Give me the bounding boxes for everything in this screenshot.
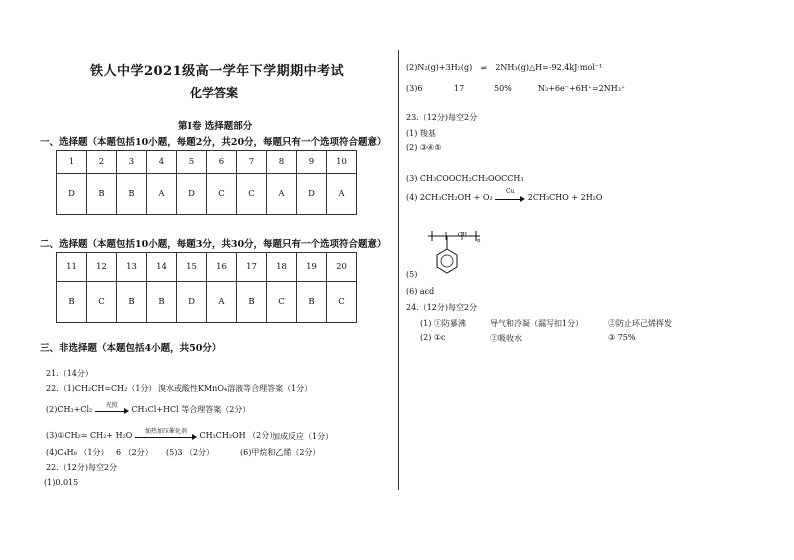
q-answer: D <box>177 282 207 323</box>
q-number: 13 <box>117 253 147 282</box>
q22-part3-equation <box>46 430 277 441</box>
q-answer: B <box>147 282 177 323</box>
q24-part2-b: ②吸收水 <box>490 334 522 343</box>
q-answer: A <box>327 174 357 215</box>
q-number: 5 <box>177 151 207 174</box>
q-number: 15 <box>177 253 207 282</box>
q-answer: A <box>267 174 297 215</box>
polymer-n-label: n <box>477 238 481 244</box>
q22-part4-count: 6 （2分） <box>116 448 153 457</box>
q22-part6-answer: (6)甲烷和乙烯（2分） <box>240 448 321 457</box>
equilibrium-equation <box>406 63 602 72</box>
q23-part3: (3) CH₃COOCH₂CH₂OOCCH₃ <box>406 174 524 183</box>
q-number: 1 <box>57 151 87 174</box>
section2-number-row <box>57 253 357 282</box>
q-number: 12 <box>87 253 117 282</box>
q24-part1-b: 导气和冷凝（漏写扣1分） <box>490 319 584 328</box>
q22-part1-note: 溴水或酸性KMnO₄溶液等合理答案（1分） <box>158 384 313 393</box>
q-number: 20 <box>327 253 357 282</box>
q23-part4-products: 2CH₃CHO + 2H₂O <box>527 193 603 202</box>
r3-answer-4: N₂+6e⁻+6H⁺=2NH₃⁺ <box>538 84 626 93</box>
q-answer: B <box>87 174 117 215</box>
polystyrene-structure-icon <box>426 222 486 280</box>
q22-part3-reactants: (3)①CH₂= CH₂+ H₂O <box>46 431 133 440</box>
equilibrium-arrow-icon: ⇌ <box>480 64 487 72</box>
eq-products: 2NH₃(g)△H=-92.4kJ·mol⁻¹ <box>495 63 603 72</box>
section2-answer-table <box>56 252 357 323</box>
reaction-arrow <box>95 402 129 415</box>
reaction-condition: 加热加压催化剂 <box>144 428 187 435</box>
exam-title: 铁人中学2021级高一学年下学期期中考试 <box>90 64 345 79</box>
q23-heading: 23.（12分)每空2分 <box>406 113 478 122</box>
q23-part6: (6) acd <box>406 287 435 296</box>
column-divider <box>398 50 399 490</box>
q-number: 17 <box>237 253 267 282</box>
q-answer: C <box>207 174 237 215</box>
q-answer: A <box>147 174 177 215</box>
q22-part1-formula: 22.（1)CH₂CH=CH₂（1分） <box>46 384 157 393</box>
reaction-arrow <box>135 428 197 441</box>
q22-part2-products: CH₃Cl+HCl 等合理答案（2分） <box>131 405 251 414</box>
section1-answer-table <box>56 150 357 215</box>
q24-part2-c: ③ 75% <box>608 333 636 342</box>
q23-part1: (1) 羧基 <box>406 129 436 138</box>
q24-part2-a: (2) ①c <box>420 333 446 342</box>
q22-part2-reactants: (2)CH₃+Cl₂ <box>46 405 93 414</box>
reaction-condition: 光照 <box>105 402 118 409</box>
reaction-condition: Cu <box>505 188 515 195</box>
q-answer: C <box>237 174 267 215</box>
q22-part3-reaction-type: 加成反应（1分） <box>272 432 334 441</box>
q22-second-heading: 22.（12分)每空2分 <box>46 463 118 472</box>
q21-label: 21.（14分） <box>46 369 93 378</box>
q23-part5: (5) <box>406 270 418 279</box>
q22-second-part1: (1)0.015 <box>44 478 79 487</box>
q24-part1-c: ②防止环己烯挥发 <box>608 319 672 328</box>
q24-part1-a: (1) ①防暴沸 <box>420 319 466 328</box>
part-one-label: 第Ⅰ卷 选择题部分 <box>178 121 253 132</box>
q-number: 3 <box>117 151 147 174</box>
q-answer: A <box>207 282 237 323</box>
q-answer: B <box>117 282 147 323</box>
q23-part4-equation <box>406 188 603 203</box>
section2-heading: 二、选择题（本题包括10小题，每题3分，共30分，每题只有一个选项符合题意） <box>40 239 387 250</box>
section1-heading: 一、选择题（本题包括10小题，每题2分，共20分，每题只有一个选项符合题意） <box>40 137 387 148</box>
q-number: 6 <box>207 151 237 174</box>
q-number: 16 <box>207 253 237 282</box>
q-answer: C <box>267 282 297 323</box>
q-answer: B <box>297 282 327 323</box>
q-number: 10 <box>327 151 357 174</box>
q-answer: C <box>327 282 357 323</box>
section3-heading: 三、非选择题（本题包括4小题，共50分） <box>40 343 222 354</box>
q-number: 14 <box>147 253 177 282</box>
q22-part2-equation <box>46 404 250 415</box>
r3-answer-2: 17 <box>454 84 465 93</box>
q-answer: B <box>237 282 267 323</box>
q-number: 7 <box>237 151 267 174</box>
polymer-ch-label: CH <box>458 232 468 238</box>
q-answer: D <box>57 174 87 215</box>
answer-subtitle: 化学答案 <box>190 86 239 100</box>
q22-part5-answer: (5)3 （2分） <box>166 448 215 457</box>
q22-part3-products: CH₃CH₂OH （2分） <box>199 431 278 440</box>
section1-number-row <box>57 151 357 174</box>
q-answer: D <box>177 174 207 215</box>
r3-answer-3: 50% <box>494 84 512 93</box>
q-number: 18 <box>267 253 297 282</box>
q-answer: D <box>297 174 327 215</box>
q-number: 2 <box>87 151 117 174</box>
r3-answer-1: (3)6 <box>406 84 423 93</box>
q-answer: C <box>87 282 117 323</box>
q-number: 4 <box>147 151 177 174</box>
q-number: 19 <box>297 253 327 282</box>
section2-answer-row <box>57 282 357 323</box>
q24-heading: 24.（12分)每空2分 <box>406 303 478 312</box>
q-answer: B <box>117 174 147 215</box>
section1-answer-row <box>57 174 357 215</box>
q-number: 9 <box>297 151 327 174</box>
eq-reactants: (2)N₂(g)+3H₂(g) <box>406 63 473 72</box>
q23-part2: (2) ③④⑤ <box>406 143 442 152</box>
q-number: 8 <box>267 151 297 174</box>
q-number: 11 <box>57 253 87 282</box>
q22-part4-answer: (4)C₄H₈ （1分） <box>46 448 109 457</box>
reaction-arrow <box>495 188 525 203</box>
q-answer: B <box>57 282 87 323</box>
q23-part4-reactants: (4) 2CH₃CH₂OH + O₂ <box>406 193 493 202</box>
